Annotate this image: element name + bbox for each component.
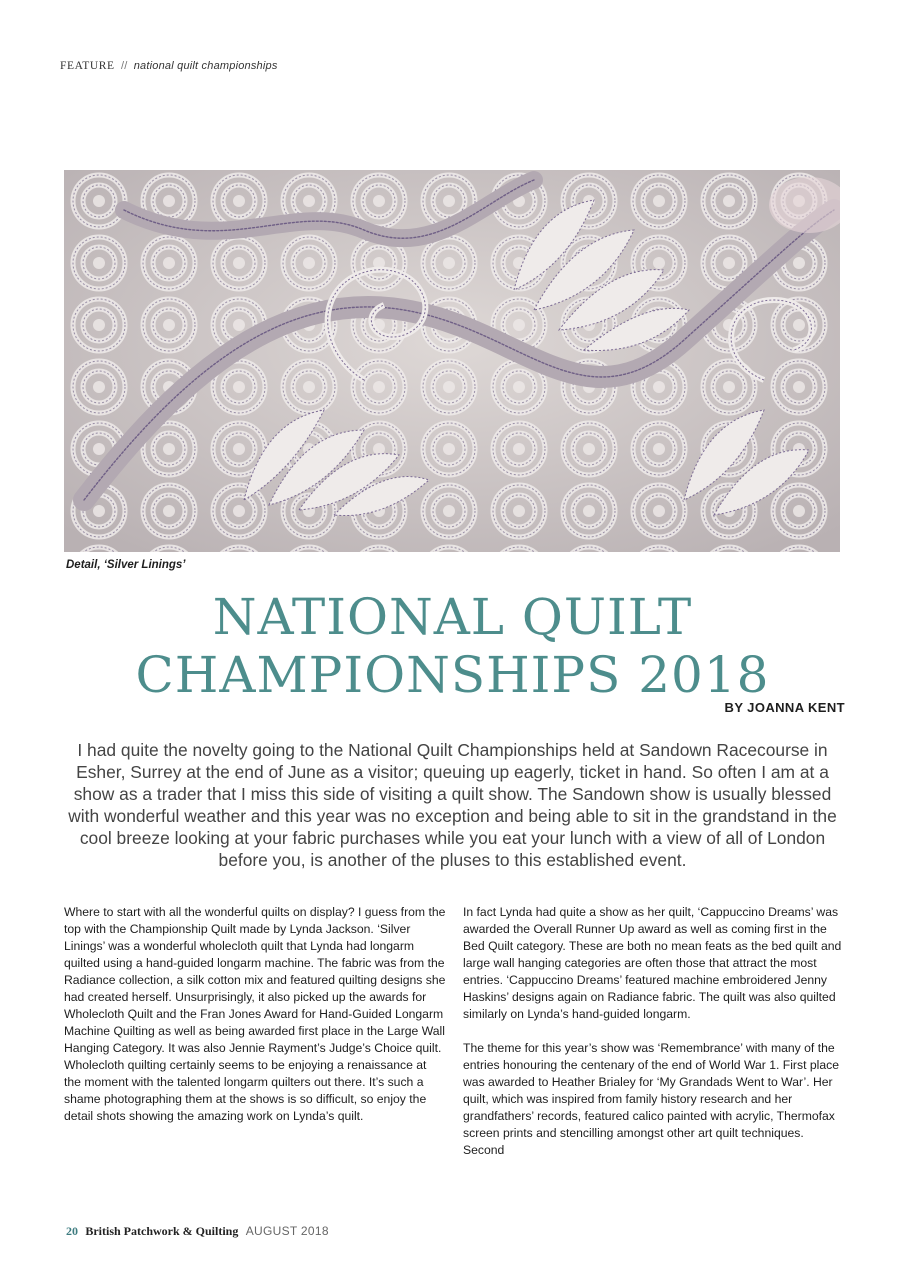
- body-paragraph: The theme for this year’s show was ‘Remembrance’ with many of the entries honouring the centenary of the end of World War 1. First place was awarded to Heather Brialey for ‘My Grandads Went to War’. Her quilt, which was inspired from family history research and her grandfathers’ records, featured calico painted with acrylic, Thermofax screen prints and stencilling amongst other art quilt techniques. Second: [463, 1041, 839, 1157]
- page-number: 20: [66, 1224, 78, 1238]
- article-byline: BY JOANNA KENT: [724, 700, 845, 715]
- body-column-right: [463, 904, 845, 1176]
- photo-caption: Detail, ‘Silver Linings’: [66, 559, 186, 571]
- article-title-line-2: CHAMPIONSHIPS 2018: [135, 646, 770, 704]
- body-column-left: [64, 904, 446, 1142]
- body-paragraph: In fact Lynda had quite a show as her quilt, ‘Cappuccino Dreams’ was awarded the Overall Runner Up award as well as coming first in the Bed Quilt category. These are both no mean feats as the bed quilt and large wall hanging categories are often those that attract the most entries. ‘Cappuccino Dreams’ featured machine embroidered Jenny Haskins’ designs again on Radiance fabric. The quilt was also quilted similarly on Lynda’s hand-guided longarm.: [463, 905, 842, 1021]
- page-footer: [66, 1224, 329, 1239]
- section-topic: national quilt championships: [133, 60, 278, 72]
- body-paragraph: Where to start with all the wonderful quilts on display? I guess from the top with the Championship Quilt made by Lynda Jackson. ‘Silver Linings’ was a wonderful wholecloth quilt that Lynda had longarm quilted using a hand-guided longarm machine. The fabric was from the Radiance collection, a silk cotton mix and featured quilting designs she had created herself. Unsurprisingly, it also picked up the awards for Wholecloth Quilt and the Fran Jones Award for Hand-Guided Longarm Machine Quilting as well as being awarded first place in the Large Wall Hanging Category. It was also Jennie Rayment’s Judge’s Choice quilt. Wholecloth quilting certainly seems to be enjoying a renaissance at the moment with the talented longarm quilters out there. It’s such a shame photographing them at the shows is so difficult, so enjoy the detail shots showing the amazing work on Lynda’s quilt.: [64, 905, 446, 1123]
- article-standfirst: I had quite the novelty going to the National Quilt Championships held at Sandown Racecourse in Esher, Surrey at the end of June as a visitor; queuing up eagerly, ticket in hand. So often I am at a show as a trader that I miss this side of visiting a quilt show. The Sandown show is usually blessed with wonderful weather and this year was no exception and being able to sit in the grandstand in the cool breeze looking at your fabric purchases while you eat your lunch with a view of all of London before you, is another of the pluses to this established event.: [68, 740, 837, 870]
- magazine-name: British Patchwork & Quilting: [85, 1224, 239, 1238]
- quilt-detail-illustration: [64, 170, 840, 552]
- quilt-detail-photo: [64, 170, 840, 552]
- section-separator: //: [120, 60, 128, 72]
- article-title-line-1: NATIONAL QUILT: [212, 588, 693, 646]
- issue-date: AUGUST 2018: [245, 1224, 329, 1238]
- running-head: [60, 60, 278, 72]
- section-label: FEATURE: [60, 60, 115, 72]
